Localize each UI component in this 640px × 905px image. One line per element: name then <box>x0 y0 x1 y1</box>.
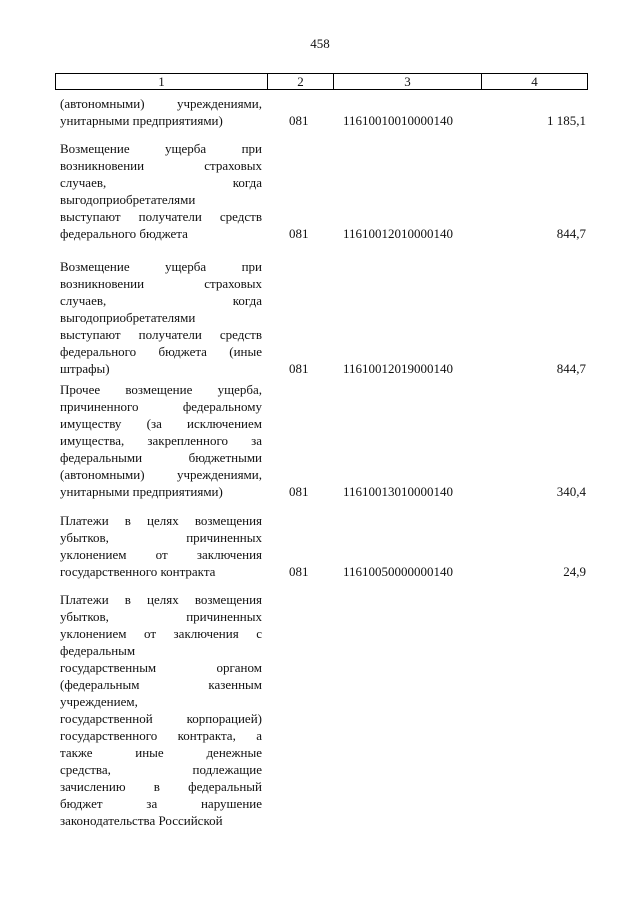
description-line: унитарными предприятиями) <box>60 113 223 128</box>
description-line: (федеральным казенным <box>60 677 262 692</box>
description-line: Платежи в целях возмещения <box>60 592 262 607</box>
description-line: федерального бюджета (иные <box>60 344 262 359</box>
row-description <box>60 381 262 500</box>
row-description <box>60 591 262 829</box>
description-line: случаев, когда <box>60 293 262 308</box>
row-admin-code: 081 <box>289 484 309 499</box>
row-budget-code: 11610050000000140 <box>343 564 454 579</box>
description-line: государственного контракта, а <box>60 728 262 743</box>
description-line: также иные денежные <box>60 745 262 760</box>
row-description <box>60 258 262 377</box>
row-admin-code: 081 <box>289 564 309 579</box>
row-admin-code: 081 <box>289 226 309 241</box>
description-line: выступают получатели средств <box>60 327 262 342</box>
description-line: выгодоприобретателями <box>60 192 196 207</box>
row-amount: 340,4 <box>556 484 586 499</box>
description-line: случаев, когда <box>60 175 262 190</box>
row-description <box>60 512 262 580</box>
description-line: средства, подлежащие <box>60 762 262 777</box>
description-line: убытков, причиненных <box>60 530 262 545</box>
description-line: Платежи в целях возмещения <box>60 513 262 528</box>
description-line: уклонением от заключения с <box>60 626 262 641</box>
row-budget-code: 11610010010000140 <box>343 113 454 128</box>
header-col-1: 1 <box>56 74 268 89</box>
description-line: зачислению в федеральный <box>60 779 262 794</box>
description-line: учреждением, <box>60 694 138 709</box>
description-line: государственного контракта <box>60 564 216 579</box>
row-budget-code: 11610012019000140 <box>343 361 454 376</box>
description-line: Прочее возмещение ущерба, <box>60 382 262 397</box>
description-line: (автономными) учреждениями, <box>60 467 262 482</box>
description-line: возникновении страховых <box>60 158 262 173</box>
description-line: уклонением от заключения <box>60 547 262 562</box>
description-line: государственным органом <box>60 660 262 675</box>
description-line: выгодоприобретателями <box>60 310 196 325</box>
description-line: причиненного федеральному <box>60 399 262 414</box>
description-line: выступают получатели средств <box>60 209 262 224</box>
row-description <box>60 95 262 129</box>
description-line: возникновении страховых <box>60 276 262 291</box>
description-line: Возмещение ущерба при <box>60 141 262 156</box>
row-admin-code: 081 <box>289 361 309 376</box>
description-line: федерального бюджета <box>60 226 188 241</box>
page-number: 458 <box>310 36 330 51</box>
description-line: Возмещение ущерба при <box>60 259 262 274</box>
row-budget-code: 11610012010000140 <box>343 226 454 241</box>
description-line: унитарными предприятиями) <box>60 484 223 499</box>
row-description <box>60 140 262 242</box>
header-col-3: 3 <box>334 74 482 89</box>
description-line: имуществу (за исключением <box>60 416 262 431</box>
row-amount: 844,7 <box>556 361 586 376</box>
header-col-4: 4 <box>531 74 538 89</box>
row-amount: 844,7 <box>556 226 586 241</box>
description-line: (автономными) учреждениями, <box>60 96 262 111</box>
row-amount: 1 185,1 <box>547 113 586 128</box>
description-line: федеральным <box>60 643 136 658</box>
row-admin-code: 081 <box>289 113 309 128</box>
description-line: федеральными бюджетными <box>60 450 262 465</box>
header-col-2: 2 <box>268 74 334 89</box>
description-line: имущества, закрепленного за <box>60 433 262 448</box>
description-line: государственной корпорацией) <box>60 711 262 726</box>
description-line: штрафы) <box>60 361 110 376</box>
table-header <box>55 73 588 90</box>
description-line: убытков, причиненных <box>60 609 262 624</box>
description-line: законодательства Российской <box>60 813 223 828</box>
description-line: бюджет за нарушение <box>60 796 262 811</box>
row-budget-code: 11610013010000140 <box>343 484 454 499</box>
row-amount: 24,9 <box>563 564 586 579</box>
